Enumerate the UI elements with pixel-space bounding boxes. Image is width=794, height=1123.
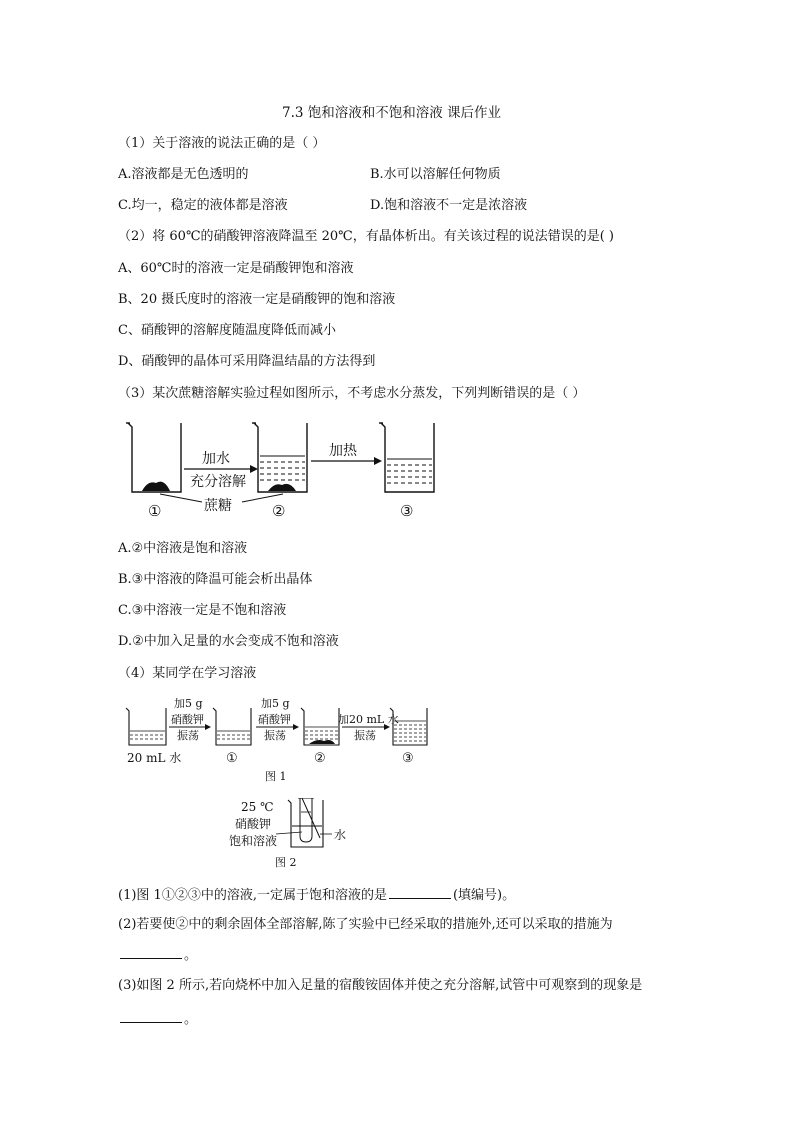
q3-figure — [118, 414, 448, 524]
fig1-label-2: ② — [314, 751, 326, 766]
fig2-temp: 25 ℃ — [241, 800, 274, 814]
q2-option-a: A、60℃时的溶液一定是硝酸钾饱和溶液 — [118, 261, 354, 276]
q4-sub1-after: (填编号)。 — [452, 888, 516, 903]
q2-stem: （2）将 60℃的硝酸钾溶液降温至 20℃，有晶体析出。有关该过程的说法错误的是( ) — [118, 229, 614, 244]
q3-option-b: B.③中溶液的降温可能会析出晶体 — [118, 572, 313, 587]
beaker-label-3: ③ — [400, 502, 414, 520]
q3-stem: （3）某次蔗糖溶解实验过程如图所示，不考虑水分蒸发，下列判断错误的是（ ） — [118, 386, 586, 401]
q4-figure-1 — [122, 694, 442, 786]
fig1-water-label: 20 mL 水 — [127, 751, 182, 765]
q2-option-d: D、硝酸钾的晶体可采用降温结晶的方法得到 — [118, 354, 376, 369]
fig1-water-0 — [130, 731, 165, 739]
q4-sub3-line1: (3)如图 2 所示,若向烧杯中加入足量的宿酸铵固体并使之充分溶解,试管中可观察到的现象是 — [118, 978, 643, 993]
q1-option-b: B.水可以溶解任何物质 — [370, 167, 501, 182]
fig1-beaker-1 — [213, 708, 251, 745]
fig1-step1-line3: 振荡 — [177, 729, 199, 742]
arrow1-top-label: 加水 — [202, 451, 230, 467]
fig2-beaker — [288, 800, 323, 847]
fig1-label-1: ① — [226, 751, 238, 766]
fig1-step3-line2: 振荡 — [354, 729, 376, 742]
q4-sub1 — [118, 886, 515, 905]
q3-option-a: A.②中溶液是饱和溶液 — [118, 541, 248, 556]
sugar-label: 蔗糖 — [204, 498, 232, 514]
solution-lines-2 — [260, 456, 305, 480]
q2-option-b: B、20 摄氏度时的溶液一定是硝酸钾的饱和溶液 — [118, 292, 396, 307]
fig1-beaker-2 — [301, 708, 339, 745]
fig1-step2-line3: 振荡 — [264, 729, 286, 742]
beaker-2 — [252, 423, 307, 492]
q4-sub2-end: 。 — [184, 948, 198, 963]
q2-option-c: C、硝酸钾的溶解度随温度降低而减小 — [118, 323, 336, 338]
fig1-beaker-0 — [126, 708, 166, 745]
solution-lines-3 — [387, 459, 432, 483]
fig1-step1-line1: 加5 g — [174, 697, 203, 710]
fig1-solution-1 — [217, 731, 250, 739]
q4-sub2-answer-blank[interactable] — [120, 946, 182, 959]
beaker-label-2: ② — [272, 502, 286, 520]
q3-option-d: D.②中加入足量的水会变成不饱和溶液 — [118, 634, 339, 649]
fig1-step1-line2: 硝酸钾 — [171, 713, 204, 726]
q4-sub3-answer-blank[interactable] — [120, 1010, 182, 1023]
fig2-solute: 硝酸钾 — [235, 817, 272, 831]
q3-option-c: C.③中溶液一定是不饱和溶液 — [118, 603, 287, 618]
sugar-pile-2 — [268, 484, 296, 491]
page-title: 7.3 饱和溶液和不饱和溶液 课后作业 — [282, 105, 502, 121]
q4-sub3-line2 — [118, 1010, 197, 1029]
q4-sub1-before: (1)图 1①②③中的溶液,一定属于饱和溶液的是 — [118, 888, 387, 903]
q4-sub1-answer-blank[interactable] — [389, 886, 451, 899]
fig2-water-label: 水 — [334, 828, 347, 842]
q1-stem: （1）关于溶液的说法正确的是（ ） — [118, 136, 326, 151]
arrow1-bottom-label: 充分溶解 — [190, 474, 246, 490]
q4-sub2-line2 — [118, 946, 197, 965]
arrow-2-head — [374, 457, 382, 465]
beaker-3 — [379, 423, 434, 492]
sugar-pile-1 — [142, 482, 170, 491]
q4-sub2-line1: (2)若要使②中的剩余固体全部溶解,陈了实验中已经采取的措施外,还可以采取的措施为 — [118, 917, 613, 932]
q1-option-d: D.饱和溶液不一定是浓溶液 — [370, 198, 528, 213]
beaker-label-1: ① — [148, 502, 162, 520]
q4-stem: （4）某同学在学习溶液 — [118, 666, 257, 681]
fig1-caption: 图 1 — [265, 770, 287, 783]
fig1-step2-line2: 硝酸钾 — [258, 713, 291, 726]
fig2-solution: 饱和溶液 — [229, 834, 278, 848]
q4-figure-2 — [224, 798, 364, 876]
q1-option-a: A.溶液都是无色透明的 — [118, 167, 249, 182]
beaker-1 — [126, 423, 181, 492]
arrow-1-head — [250, 465, 258, 473]
fig1-step3-line1: 加20 mL 水 — [338, 713, 399, 726]
arrow2-top-label: 加热 — [329, 443, 357, 459]
fig1-solution-2 — [305, 727, 338, 739]
fig1-step2-line1: 加5 g — [261, 697, 290, 710]
fig1-solid-2 — [309, 740, 335, 744]
q1-option-c: C.均一，稳定的液体都是溶液 — [118, 198, 288, 213]
fig1-solution-3 — [394, 721, 426, 741]
fig1-label-3: ③ — [402, 751, 414, 766]
fig2-caption: 图 2 — [275, 856, 297, 869]
fig2-stirring-rod — [302, 798, 320, 838]
q4-sub3-end: 。 — [184, 1012, 198, 1027]
